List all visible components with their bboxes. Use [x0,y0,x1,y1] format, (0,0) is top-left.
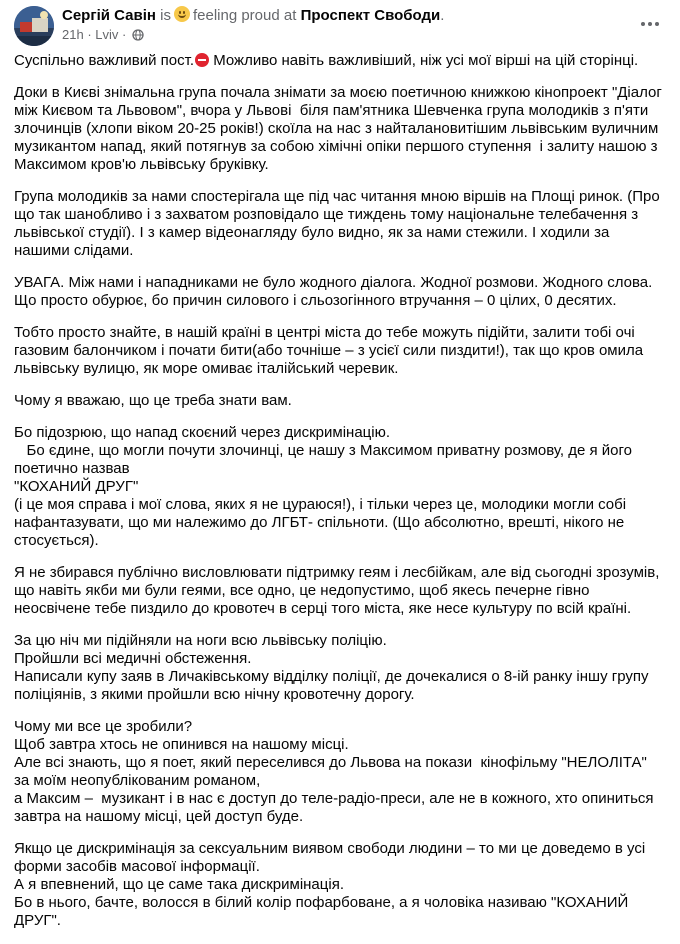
post-paragraph: Я не збирався публічно висловлювати підтримку геям і лесбійкам, але від сьогодні зрозумів, що навіть якби ми були геями, все одно, це недопустимо, щоб якесь печерне гівно неосвічене тебе пиздило до кровотеч в серці того міста, яке несе культуру по всій країні. [14,564,664,617]
post-paragraph: Група молодиків за нами спостерігала ще під час читання мною віршів на Площі ринок. (Про що так шанобливо і з захватом розповідало ще тиждень тому національне телебачення з львівської студії). І з камер відеонагляду було видно, як за нами стежили. І ходили за нашими слідами. [14,188,664,259]
post-paragraph: Доки в Києві знімальна група почала знімати за моєю поетичною книжкою кінопроект "Діалог між Києвом та Львовом", вчора у Львові біля пам'ятника Шевченка група молодиків з п'яти злочинців (хлопи віком 20-25 років!) скоїла на нас з найталановитішим львівським вуличним музикантом напад, який потягнув за собою хімічні опіки першого ступення і залиту нашою з Максимом кров'ю львівську бруківку. [14,84,667,173]
post-paragraph [14,52,664,70]
post-paragraph: За цю ніч ми підійняли на ноги всю львівську поліцію. Пройшли всі медичні обстеження. Написали купу заяв в Личаківському відділку поліції, де дочекалися о 8-ій ранку іншу групу поліціянів, з якими пройшли всю нічну кровотечну дорогу. [14,632,649,703]
place-link[interactable]: Проспект Свободи [300,7,441,24]
separator: · [122,27,127,42]
feeling-text: feeling proud at [192,7,297,24]
smiling-face-emoji-icon [174,6,190,22]
post-location[interactable]: Lviv [95,27,119,42]
post-text: Можливо навіть важливіший, ніж усі мої вірші на цій сторінці. [209,52,639,69]
author-name[interactable]: Сергій Савін [62,7,156,24]
globe-icon[interactable] [132,28,144,46]
avatar[interactable] [14,6,54,46]
post-paragraph: Бо підозрюю, що напад скоєний через дискримінацію. Бо єдине, що могли почути злочинці, це нашу з Максимом приватну розмову, де я його поетично назвав "КОХАНИЙ ДРУГ" (і це моя справа і мої слова, яких я не цураюся!), і тільки через це, молодики могли собі нафантазувати, що ми належимо до ЛГБТ- спільноти. (Що абсолютно, врешті, нікого не стосується). [14,424,632,549]
post-paragraph: Якщо це дискримінація за сексуальним виявом свободи людини – то ми це доведемо в усі форми засобів масової інформації. А я впевнений, що це саме така дискримінація. Бо в нього, бачте, волосся в білий колір пофарбоване, а я чоловіка називаю "КОХАНИЙ ДРУГ". [14,840,646,929]
separator: · [87,27,92,42]
author-line [62,6,444,26]
feeling-prefix: is [160,7,171,24]
no-entry-icon [195,53,209,67]
post-meta [62,6,444,46]
place-suffix: . [440,7,445,24]
more-options-button[interactable] [638,12,662,36]
post-text: Суспільно важливий пост. [14,52,195,69]
more-options-icon [641,22,645,26]
post-paragraph: Чому я вважаю, що це треба знати вам. [14,392,292,409]
avatar-image [14,6,54,46]
post-header [14,6,666,46]
post-paragraph: Чому ми все це зробили? Щоб завтра хтось не опинився на нашому місці. Але всі знають, що я поет, який переселився до Львова на покази кінофільму "НЕЛОЛІТА" за моїм неопублікованим романом, а Максим – музикант і в нас є доступ до теле-радіо-преси, але не в кожного, хто опиниться завтра на нашому місці, цей доступ буде. [14,718,654,825]
post-sub-line [62,26,444,46]
post-time[interactable]: 21h [62,27,84,42]
post-body [14,52,667,944]
post-paragraph: Тобто просто знайте, в нашій країні в центрі міста до тебе можуть підійти, залити тобі очі газовим балончиком і почати бити(або точніше – з усієї сили пиздити!), так що кров омила львівську вулицю, як море омиває італійський черевик. [14,324,648,377]
post-paragraph: УВАГА. Між нами і нападниками не було жодного діалога. Жодної розмови. Жодного слова. Що просто обурює, бо причин силового і сльозогінного втручання – 0 цілих, 0 десятих. [14,274,653,309]
